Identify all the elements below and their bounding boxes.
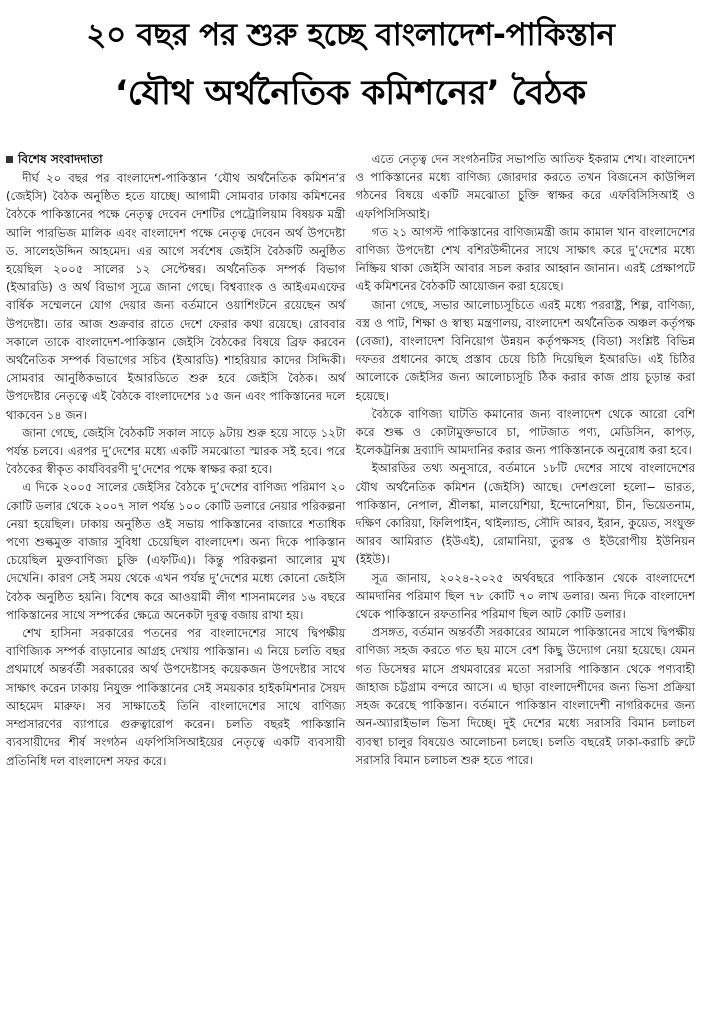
paragraph: ইআরডির তথ্য অনুসারে, বর্তমানে ১৮টি দেশের সাথে বাংলাদেশের যৌথ অর্থনৈতিক কমিশন (জেইসি) আছে। দেশগুলো হলো− ভারত, পাকিস্তান, নেপাল, শ্রীলঙ্কা, মালয়েশিয়া, ইন্দোনেশিয়া, চীন, ভিয়েতনাম, দক্ষিণ কোরিয়া, ফিলিপাইন, থাইল্যান্ড, সৌদি আরব, ইরান, কুয়েত, সংযুক্ত আরব আমিরাত (ইউএই), রোমানিয়া, তুরস্ক ও ইউরোপীয় ইউনিয়ন (ইইউ)। [355,461,695,567]
paragraph: গত ২১ আগস্ট পাকিস্তানের বাণিজ্যমন্ত্রী জাম কামাল খান বাংলাদেশের বাণিজ্য উপদেষ্টা শেখ বশিরউদ্দীনের সাথে সাক্ষাৎ করে দু’দেশের মধ্যে নিষ্ক্রিয় থাকা জেইসি আবার সচল করার আহ্বান জানান। এরই প্রেক্ষাপটে এই কমিশনের বৈঠকটি আয়োজন করা হয়েছে। [355,224,695,294]
byline-text: বিশেষ সংবাদদাতা [18,152,103,166]
paragraph: প্রসঙ্গত, বর্তমান অন্তর্বর্তী সরকারের আমলে পাকিস্তানের সাথে দ্বিপক্ষীয় বাণিজ্য সহজ করতে গত ছয় মাসে বেশ কিছু উদ্যোগ নেয়া হয়েছে। যেমন গত ডিসেম্বর মাসে প্রথমবারের মতো সরাসরি পাকিস্তান থেকে পণ্যবাহী জাহাজ চট্টগ্রাম বন্দরে আসে। এ ছাড়া বাংলাদেশীদের জন্য ভিসা প্রক্রিয়া সহজ করেছে পাকিস্তান। বর্তমানে পাকিস্তান বাংলাদেশী নাগরিকদের জন্য অন-অ্যারাইভাল ভিসা দিচ্ছে। দুই দেশের মধ্যে সরাসরি বিমান চলাচল ব্যবস্থা চালুর বিষয়েও আলোচনা চলছে। চলতি বছরেই ঢাকা-করাচি রুটে সরাসরি বিমান চলাচল শুরু হতে পারে। [355,625,695,767]
paragraph: এতে নেতৃত্ব দেন সংগঠনটির সভাপতি আতিফ ইকরাম শেখ। বাংলাদেশ ও পাকিস্তানের মধ্যে বাণিজ্য জোরদার করতে তখন বিজনেস কাউন্সিল গঠনের বিষয়ে একটি সমঝোতা চুক্তি স্বাক্ষর করে এফবিসিসিআই ও এফপিসিসিআই। [355,152,695,221]
square-bullet-icon [6,156,13,163]
paragraph: সূত্র জানায়, ২০২৪-২০২৫ অর্থবছরে পাকিস্তান থেকে বাংলাদেশে আমদানির পরিমাণ ছিল ৭৮ কোটি ৭০ লাখ ডলার। অন্য দিকে বাংলাদেশ থেকে পাকিস্তানে রফতানির পরিমাণ ছিল আট কোটি ডলার। [355,570,695,622]
paragraph: শেখ হাসিনা সরকারের পতনের পর বাংলাদেশের সাথে দ্বিপক্ষীয় বাণিজ্যিক সম্পর্ক বাড়ানোর আগ্রহ দেখায় পাকিস্তান। এ নিয়ে চলতি বছর প্রথমার্ধে অন্তর্বর্তী সরকারের অর্থ উপদেষ্টাসহ কয়েকজন উপদেষ্টার সাথে সাক্ষাৎ করেন ঢাকায় নিযুক্ত পাকিস্তানের সেই সময়কার হাইকমিশনার সৈয়দ আহমেদ মারুফ। সব সাক্ষাতেই তিনি বাংলাদেশের সাথে বাণিজ্য সম্প্রসারণের ব্যাপারে গুরুত্বারোপ করেন। চলতি বছরই পাকিস্তানি ব্যবসায়ীদের শীর্ষ সংগঠন এফপিসিসিআইয়ের নেতৃত্বে একটি ব্যবসায়ী প্রতিনিধি দল বাংলাদেশ সফর করে। [6,626,346,768]
paragraph: দীর্ঘ ২০ বছর পর বাংলাদেশ-পাকিস্তান ‘যৌথ অর্থনৈতিক কমিশন’র (জেইসি) বৈঠক অনুষ্ঠিত হতে যাচ্ছে। আগামী সোমবার ঢাকায় কমিশনের বৈঠকে পাকিস্তানের পক্ষে নেতৃত্ব দেবেন দেশটির পেট্রোলিয়াম বিষয়ক মন্ত্রী আলি পারভিজ মালিক এবং বাংলাদেশ পক্ষে নেতৃত্ব দেবেন অর্থ উপদেষ্টা ড. সালেহউদ্দিন আহমেদ। এর আগে সর্বশেষ জেইসি বৈঠকটি অনুষ্ঠিত হয়েছিল ২০০৫ সালের ১২ সেপ্টেম্বর। অর্থনৈতিক সম্পর্ক বিভাগ (ইআরডি) ও অর্থ বিভাগ সূত্রে জানা গেছে। বিশ্বব্যাংক ও আইএমএফের বার্ষিক সম্মেলনে যোগ দেয়ার জন্য বর্তমানে ওয়াশিংটনে রয়েছেন অর্থ উপদেষ্টা। তার আজ শুক্রবার রাতে দেশে ফেরার কথা রয়েছে। রোববার সকালে তাকে বাংলাদেশ-পাকিস্তান জেইসি বৈঠকের বিষয়ে ব্রিফ করবেন অর্থনৈতিক সম্পর্ক বিভাগের সচিব (ইআরডি) শাহরিয়ার কাদের সিদ্দিকী। সোমবার আনুষ্ঠিকভাবে ইআরডিতে শুরু হবে জেইসি বৈঠক। অর্থ উপদেষ্টার নেতৃত্বে এই বৈঠকে বাংলাদেশের ১৫ জন এবং পাকিস্তানের দলে থাকবেন ১৪ জন। [6,171,346,422]
article-body [6,150,695,1018]
right-column [356,150,696,1018]
paragraph: জানা গেছে, জেইসি বৈঠকটি সকাল সাড়ে ৯টায় শুরু হয়ে সাড়ে ১২টা পর্যন্ত চলবে। এরপর দু’দেশের মধ্যে একটি সমঝোতা স্মারক সই হবে। পরে বৈঠকের স্বীকৃত কার্যবিবরণী দু’দেশের পক্ষে স্বাক্ষর করা হবে। [6,425,346,477]
paragraph: এ দিকে ২০০৫ সালের জেইসির বৈঠকে দু’দেশের বাণিজ্য পরিমাণ ২০ কোটি ডলার থেকে ২০০৭ সাল পর্যন্ত ১০০ কোটি ডলারে নেয়ার পরিকল্পনা নেয়া হয়েছিল। ঢাকায় অনুষ্ঠিত ওই সভায় পাকিস্তানের বাজারে শতাধিক পণ্যে শুল্কমুক্ত বাজার সুবিধা চেয়েছিল বাংলাদেশ। অন্য দিকে পাকিস্তান চেয়েছিল মুক্তবাণিজ্য চুক্তি (এফটিএ)। কিন্তু পরিকল্পনা আলোর মুখ দেখেনি। কারণ সেই সময় থেকে এখন পর্যন্ত দু’দেশের মধ্যে কোনো জেইসি বৈঠক অনুষ্ঠিত হয়নি। বিশেষ করে আওয়ামী লীগ শাসনামলের ১৬ বছরে পাকিস্তানের সাথে সম্পর্কের ক্ষেত্রে অনেকটা দূরত্ব বজায় রাখা হয়। [6,480,346,622]
paragraph: বৈঠকে বাণিজ্য ঘাটতি কমানোর জন্য বাংলাদেশ থেকে আরো বেশি করে শুল্ক ও কোটামুক্তভাবে চা, পাটজাত পণ্য, মেডিসিন, কাপড়, ইলেকট্রনিক্স দ্রব্যাদি আমদানির করার জন্য পাকিস্তানকে অনুরোধ করা হবে। [355,406,695,458]
left-column [6,150,346,1018]
paragraph: জানা গেছে, সভার আলোচ্যসূচিতে এরই মধ্যে পররাষ্ট্র, শিল্প, বাণিজ্য, বস্ত্র ও পাট, শিক্ষা ও স্বাস্থ্য মন্ত্রণালয়, বাংলাদেশ অর্থনৈতিক অঞ্চল কর্তৃপক্ষ (বেজা), বাংলাদেশ বিনিয়োগ উন্নয়ন কর্তৃপক্ষসহ (বিডা) সংশ্লিষ্ট বিভিন্ন দফতর প্রধানের কাছে প্রস্তাব চেয়ে চিঠি দিয়েছিল ইআরডি। এই চিঠির আলোকে জেইসির জন্য আলোচ্যসূচি ঠিক করার কাজ প্রায় চূড়ান্ত করা হয়েছে। [355,297,695,403]
headline-line-2: ‘যৌথ অর্থনৈতিক কমিশনের’ বৈঠক [114,73,587,113]
headline-line-1: ২০ বছর পর শুরু হচ্ছে বাংলাদেশ-পাকিস্তান [86,17,615,53]
headline [0,0,701,124]
byline [6,150,346,168]
